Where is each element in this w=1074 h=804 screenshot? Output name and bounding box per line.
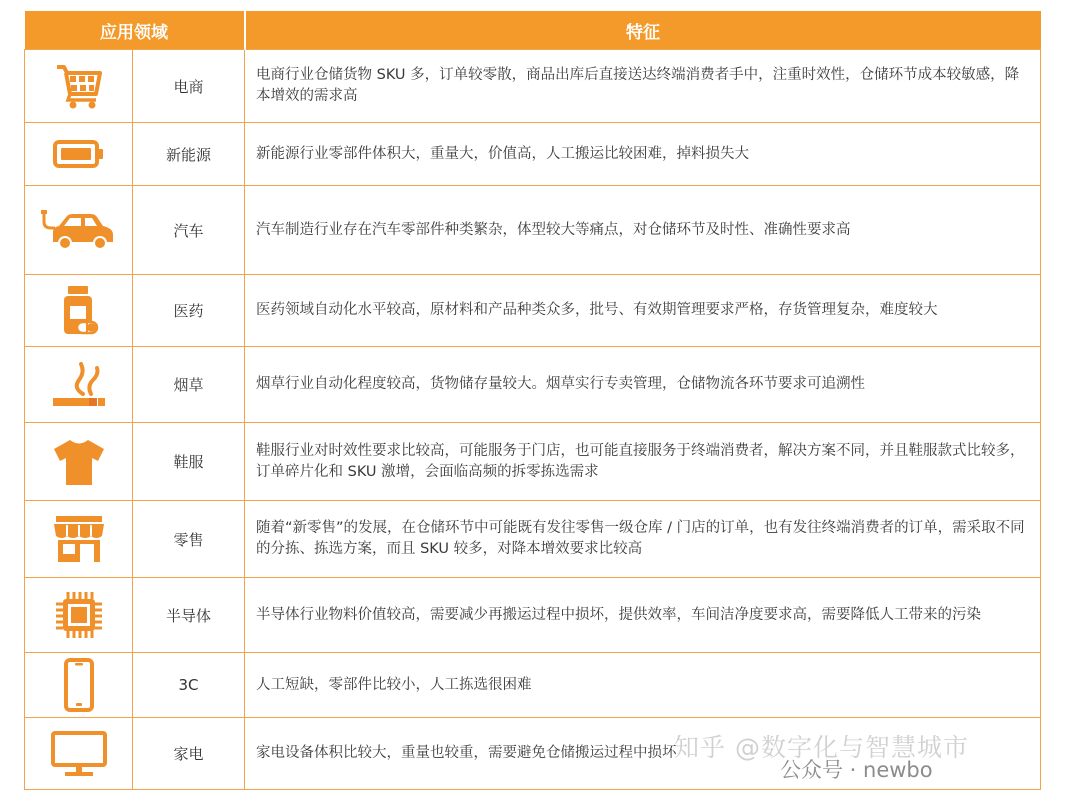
row-icon-cell	[25, 50, 133, 123]
table-row	[25, 423, 1041, 501]
header-domain: 应用领域	[25, 11, 245, 50]
table-row	[25, 501, 1041, 578]
domain-features: 烟草行业自动化程度较高，货物储存量较大。烟草实行专卖管理，仓储物流各环节要求可追溯性	[245, 347, 1041, 423]
table-header-row	[25, 11, 1041, 50]
domain-name: 电商	[133, 50, 245, 123]
table-row	[25, 578, 1041, 653]
watermark-account: 公众号 · newbo	[780, 758, 933, 782]
domain-name: 鞋服	[133, 423, 245, 501]
domain-name: 汽车	[133, 186, 245, 275]
domain-name: 3C	[133, 653, 245, 718]
smartphone-icon	[63, 658, 95, 712]
tshirt-icon	[52, 437, 106, 487]
domain-features: 半导体行业物料价值较高，需要减少再搬运过程中损坏，提供效率，车间洁净度要求高，需要降低人工带来的污染	[245, 578, 1041, 653]
domain-features: 医药领域自动化水平较高，原材料和产品种类众多，批号、有效期管理要求严格，存货管理复杂，难度较大	[245, 275, 1041, 347]
domain-name: 烟草	[133, 347, 245, 423]
row-icon-cell	[25, 501, 133, 578]
domain-name: 医药	[133, 275, 245, 347]
row-icon-cell	[25, 275, 133, 347]
domain-features: 汽车制造行业存在汽车零部件种类繁杂，体型较大等痛点，对仓储环节及时性、准确性要求高	[245, 186, 1041, 275]
row-icon-cell	[25, 718, 133, 790]
cigarette-icon	[51, 360, 107, 410]
shopping-cart-icon	[54, 61, 104, 111]
car-icon	[41, 208, 117, 252]
domain-name: 零售	[133, 501, 245, 578]
chip-icon	[54, 590, 104, 640]
domain-features: 新能源行业零部件体积大，重量大，价值高，人工搬运比较困难，掉料损失大	[245, 123, 1041, 186]
row-icon-cell	[25, 186, 133, 275]
domain-name: 新能源	[133, 123, 245, 186]
domain-features: 人工短缺，零部件比较小，人工拣选很困难	[245, 653, 1041, 718]
row-icon-cell	[25, 578, 133, 653]
table-row	[25, 653, 1041, 718]
domain-features: 电商行业仓储货物 SKU 多，订单较零散，商品出库后直接送达终端消费者手中，注重时效性，仓储环节成本较敏感，降本增效的需求高	[245, 50, 1041, 123]
domain-name: 家电	[133, 718, 245, 790]
monitor-icon	[51, 731, 107, 777]
battery-icon	[53, 139, 105, 169]
industry-feature-table	[24, 11, 1041, 790]
table-container	[24, 11, 1040, 790]
row-icon-cell	[25, 347, 133, 423]
table-row	[25, 123, 1041, 186]
table-row	[25, 186, 1041, 275]
header-features: 特征	[245, 11, 1041, 50]
domain-features: 随着“新零售”的发展，在仓储环节中可能既有发往零售一级仓库 / 门店的订单，也有发往终端消费者的订单，需采取不同的分拣、拣选方案，而且 SKU 较多，对降本增效要求比较高	[245, 501, 1041, 578]
domain-features: 家电设备体积比较大，重量也较重，需要避免仓储搬运过程中损坏	[245, 718, 1041, 790]
domain-features: 鞋服行业对时效性要求比较高，可能服务于门店，也可能直接服务于终端消费者，解决方案不同，并且鞋服款式比较多，订单碎片化和 SKU 激增，会面临高频的拆零拣选需求	[245, 423, 1041, 501]
row-icon-cell	[25, 423, 133, 501]
watermark: 知乎 @数字化与智慧城市	[674, 733, 969, 762]
domain-name: 半导体	[133, 578, 245, 653]
table-row	[25, 50, 1041, 123]
medicine-icon	[59, 284, 99, 338]
row-icon-cell	[25, 123, 133, 186]
table-row	[25, 275, 1041, 347]
row-icon-cell	[25, 653, 133, 718]
store-icon	[52, 514, 106, 564]
table-row	[25, 347, 1041, 423]
